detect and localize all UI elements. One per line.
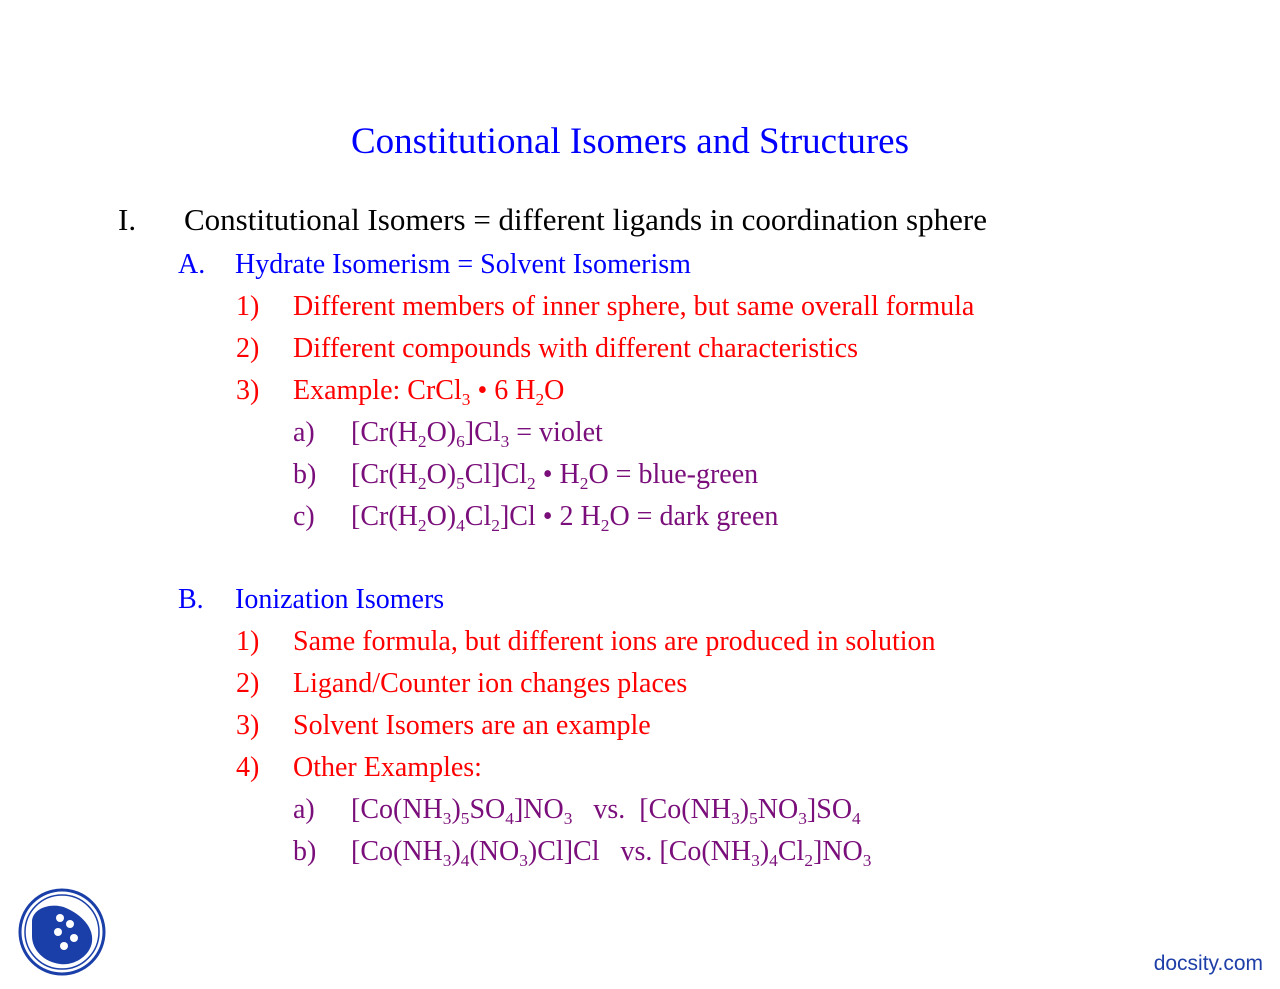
heading-label: I. xyxy=(118,202,137,237)
item-label: 3) xyxy=(236,375,260,406)
item-text: Solvent Isomers are an example xyxy=(293,710,651,741)
formula-text: $[Co(NH_3)_5SO_4]NO_3$ vs. $[Co(NH_3)_5NO_3]SO_4$ xyxy=(351,794,861,829)
sub-label: a) xyxy=(293,417,315,448)
section-b-label: B. xyxy=(178,584,204,615)
docsity-logo-icon xyxy=(18,888,106,976)
item-label: 2) xyxy=(236,668,260,699)
page-title: Constitutional Isomers and Structures xyxy=(350,121,910,162)
item-text: Example: CrCl$_3$ • 6 $H_2O$ xyxy=(293,375,565,410)
section-a-text: Hydrate Isomerism = Solvent Isomerism xyxy=(235,249,691,280)
item-text: Ligand/Counter ion changes places xyxy=(293,668,688,699)
item-text: Other Examples: xyxy=(293,752,482,783)
item-text: Different members of inner sphere, but same overall formula xyxy=(293,291,975,322)
formula-text: $[Cr(H_2O)_4Cl_2]Cl$ • 2 $H_2O$ = dark green xyxy=(351,501,779,536)
item-label: 2) xyxy=(236,333,260,364)
section-a-label: A. xyxy=(178,249,206,280)
heading-text: Constitutional Isomers = different ligands in coordination sphere xyxy=(184,202,987,237)
formula-text: $[Cr(H_2O)_5Cl]Cl_2$ • $H_2O$ = blue-green xyxy=(351,459,759,494)
item-label: 4) xyxy=(236,752,260,783)
item-text: Same formula, but different ions are produced in solution xyxy=(293,626,936,657)
sub-label: b) xyxy=(293,836,317,867)
formula-text: $[Cr(H_2O)_6]Cl_3$ = violet xyxy=(351,417,603,452)
item-label: 1) xyxy=(236,626,260,657)
docsity-brand-text[interactable]: docsity.com xyxy=(1153,952,1263,975)
item-label: 3) xyxy=(236,710,260,741)
formula-text: $[Co(NH_3)_4(NO_3)Cl]Cl$ vs. $[Co(NH_3)_4Cl_2]NO_3$ xyxy=(351,836,872,871)
section-b-text: Ionization Isomers xyxy=(235,584,445,615)
item-text: Different compounds with different characteristics xyxy=(293,333,858,364)
sub-label: a) xyxy=(293,794,315,825)
sub-label: c) xyxy=(293,501,315,532)
sub-label: b) xyxy=(293,459,317,490)
item-label: 1) xyxy=(236,291,260,322)
